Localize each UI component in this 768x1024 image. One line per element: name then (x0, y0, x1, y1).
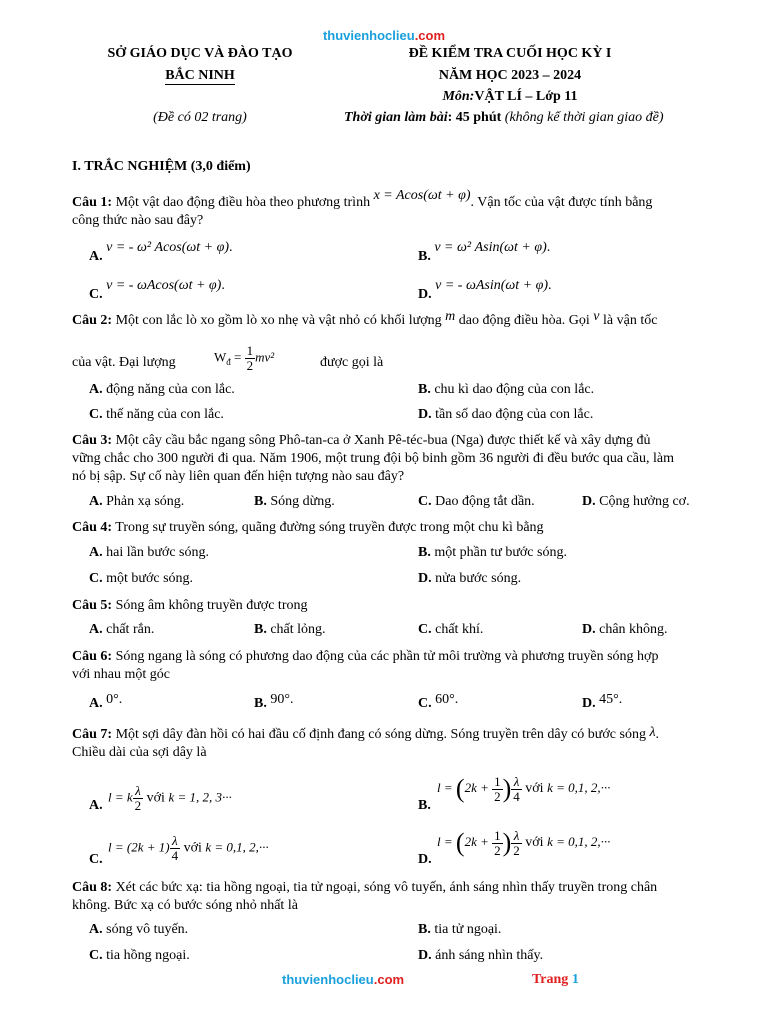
q4-option-b[interactable]: B. một phần tư bước sóng. (418, 545, 567, 560)
q5-option-b[interactable]: B. chất lỏng. (254, 622, 326, 637)
header-subject (360, 89, 660, 105)
q2-option-c[interactable]: C. thế năng của con lắc. (89, 407, 224, 422)
top-watermark (0, 28, 768, 45)
q6-option-c[interactable]: C. 60°. (418, 692, 459, 711)
q1-label: Câu 1: (72, 195, 113, 210)
q8-option-c[interactable]: C. tia hồng ngoại. (89, 948, 190, 963)
q1-text3: công thức nào sau đây? (72, 213, 204, 228)
question-2-line1: Câu 2: Một con lắc lò xo gồm lò xo nhẹ và vật nhỏ có khối lượng m dao động điều hòa. Gọi v là vận tốc (72, 309, 658, 328)
q4-option-d[interactable]: D. nửa bước sóng. (418, 571, 522, 586)
header-right-line1: ĐỀ KIỂM TRA CUỐI HỌC KỲ I (408, 46, 612, 61)
question-8: Câu 8: Xét các bức xạ: tia hồng ngoại, tia tử ngoại, sóng vô tuyến, ánh sáng nhìn thấy truyền trong chân không. Bức xạ có bước sóng nhỏ nhất là (72, 880, 658, 913)
time-value: : 45 phút (447, 110, 502, 125)
question-3: Câu 3: Một cây cầu bắc ngang sông Phô-tan-ca ở Xanh Pê-téc-bua (Nga) được thiết kế và xây dựng đủ vững chắc cho 300 người đi qua. Năm 1906, một trung đội bộ binh gồm 36 người đi đều bước qua cầu, làm nó bị sập. Sự cố này liên quan đến hiện tượng nào sau đây? (72, 433, 674, 484)
q1-option-c[interactable]: C. v = - ωAcos(ωt + φ). (89, 278, 225, 302)
q3-option-a[interactable]: A. Phản xạ sóng. (89, 494, 185, 509)
q3-option-d[interactable]: D. Cộng hưởng cơ. (582, 494, 690, 509)
q5-option-c[interactable]: C. chất khí. (418, 622, 484, 637)
q7-option-b[interactable]: B. l = (2k + $\frac{1}{2}$ ) $\frac{\lambda}{4}$ với k = 0,1, 2,··· (418, 773, 611, 813)
header-right-line2: NĂM HỌC 2023 – 2024 (438, 68, 582, 83)
footer-page (532, 972, 579, 988)
question-7: Câu 7: Một sợi dây đàn hồi có hai đầu cố định đang có sóng dừng. Sóng truyền trên dây có bước sóng λ. Chiều dài của sợi dây là (72, 725, 660, 760)
q3-option-c[interactable]: C. Dao động tắt dần. (418, 494, 535, 509)
q2-option-b[interactable]: B. chu kì dao động của con lắc. (418, 382, 595, 397)
q1-equation: x = Acos(ωt + φ) (373, 188, 471, 203)
q3-option-b[interactable]: B. Sóng dừng. (254, 494, 335, 509)
section-title: I. TRẮC NGHIỆM (3,0 điểm) (72, 159, 251, 174)
q4-option-a[interactable]: A. hai lần bước sóng. (89, 545, 209, 560)
q8-option-d[interactable]: D. ánh sáng nhìn thấy. (418, 948, 544, 963)
header-left-line2: BẮC NINH (165, 68, 235, 83)
question-6: Câu 6: Sóng ngang là sóng có phương dao động của các phần tử môi trường và phương truyền sóng hợp với nhau một góc (72, 649, 659, 682)
question-4: Câu 4: Trong sự truyền sóng, quãng đường sóng truyền được trong một chu kì bằng (72, 520, 544, 535)
q1-option-c-text: v = - ωAcos(ωt + φ) (106, 278, 222, 293)
q8-option-a[interactable]: A. sóng vô tuyến. (89, 922, 189, 937)
q6-option-a[interactable]: A. 0°. (89, 692, 123, 711)
q4-option-c[interactable]: C. một bước sóng. (89, 571, 194, 586)
q1-option-d-text: v = - ωAsin(ωt + φ) (435, 278, 549, 293)
q7-option-c[interactable]: C. l = (2k + 1) $\frac{\lambda}{4}$ với k = 0,1, 2,··· (89, 833, 269, 867)
q1-option-a-text: v = - ω² Acos(ωt + φ) (106, 240, 230, 255)
subject-label: Môn: (442, 89, 475, 104)
watermark-part1: thuvienhoclieu (322, 28, 415, 43)
q1-option-b-text: v = ω² Asin(ωt + φ) (434, 240, 547, 255)
question-2-line2: của vật. Đại lượng $W_đ$ = $\frac{1}{2}$ mv² được gọi là (72, 343, 384, 373)
question-5: Câu 5: Sóng âm không truyền được trong (72, 598, 308, 613)
q2-label: Câu 2: (72, 313, 113, 328)
q5-option-d[interactable]: D. chân không. (582, 622, 668, 637)
subject-value: VẬT LÍ – Lớp 11 (474, 89, 578, 104)
q5-option-a[interactable]: A. chất rắn. (89, 622, 155, 637)
q1-text2: . Vận tốc của vật được tính bằng (470, 195, 653, 210)
q1-option-a[interactable]: A. v = - ω² Acos(ωt + φ). (89, 240, 233, 264)
time-note: (không kể thời gian giao đề) (501, 110, 664, 125)
header-time (344, 110, 724, 126)
page-number: 1 (571, 972, 579, 987)
q1-option-b[interactable]: B. v = ω² Asin(ωt + φ). (418, 240, 551, 264)
q7-option-d[interactable]: D. l = (2k + $\frac{1}{2}$ ) $\frac{\lambda}{2}$ với k = 0,1, 2,··· (418, 827, 611, 867)
question-1 (72, 188, 712, 230)
header-left-line2-wrap (80, 68, 320, 84)
q1-option-d[interactable]: D. v = - ωAsin(ωt + φ). (418, 278, 552, 302)
header-left-note: (Đề có 02 trang) (153, 110, 247, 125)
q8-option-b[interactable]: B. tia tử ngoại. (418, 922, 502, 937)
q6-option-b[interactable]: B. 90°. (254, 692, 294, 711)
q2-option-d[interactable]: D. tần số dao động của con lắc. (418, 407, 594, 422)
q2-option-a[interactable]: A. động năng của con lắc. (89, 382, 235, 397)
page-label: Trang (532, 972, 572, 987)
header-left-line1: SỞ GIÁO DỤC VÀ ĐÀO TẠO (107, 46, 293, 61)
q3-label: Câu 3: (72, 433, 113, 448)
q1-text1: Một vật dao động điều hòa theo phương trình (112, 195, 374, 210)
footer-watermark: thuvienhoclieu.com (282, 972, 405, 987)
q7-option-a[interactable]: A. l = k $\frac{\lambda}{2}$ với k = 1, 2, 3··· (89, 783, 232, 813)
q6-option-d[interactable]: D. 45°. (582, 692, 623, 711)
time-label: Thời gian làm bài (344, 110, 448, 125)
watermark-part2: .com (414, 28, 446, 43)
q2-equation: $W_đ$ = $\frac{1}{2}$ mv² (214, 343, 275, 373)
